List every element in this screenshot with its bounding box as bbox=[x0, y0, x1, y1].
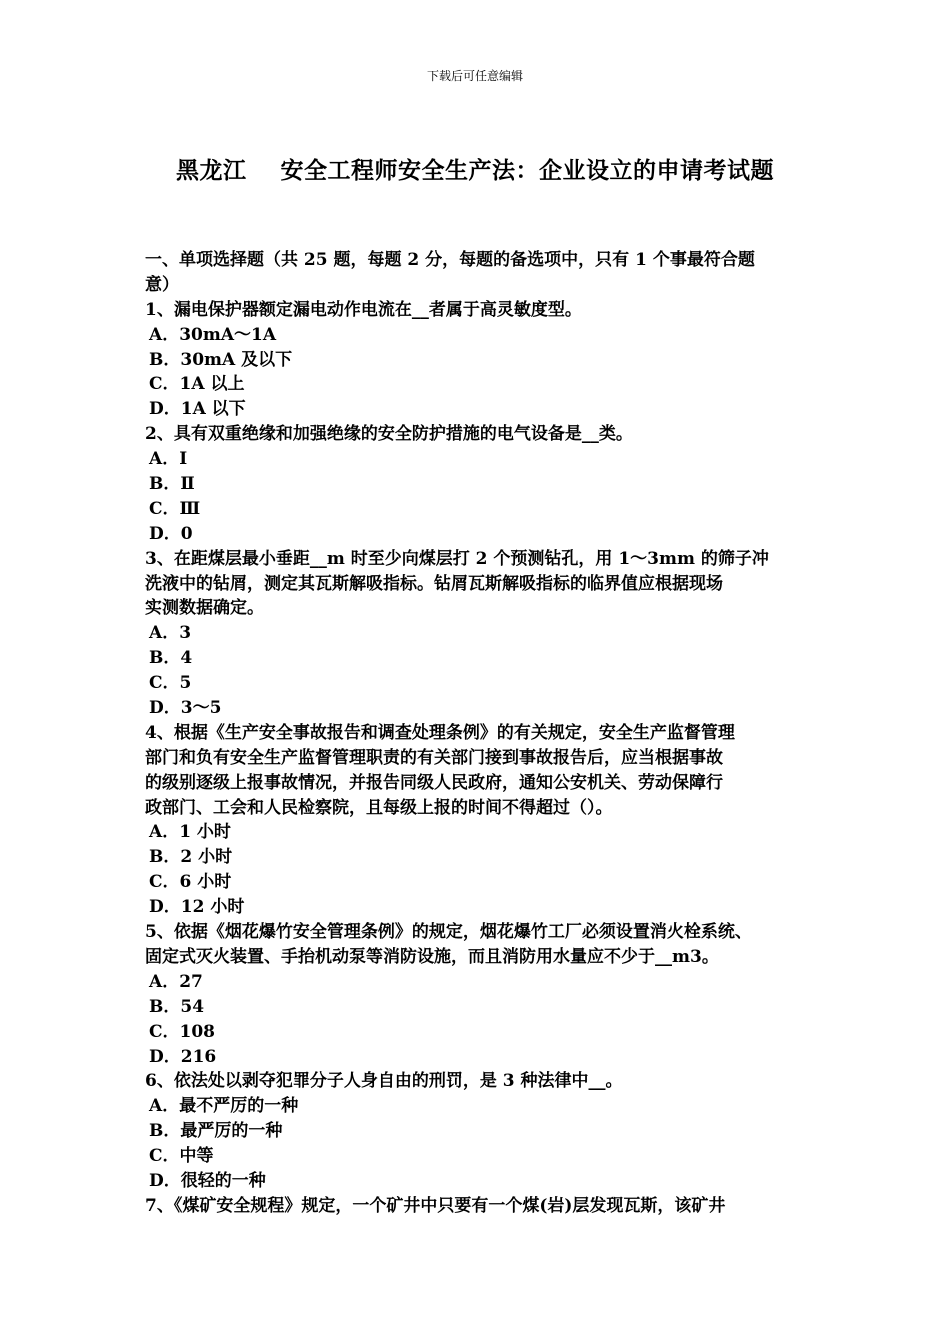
section-heading-line: 意） bbox=[145, 274, 179, 295]
option-d: D．1A 以下 bbox=[149, 399, 246, 420]
question-text: 1、漏电保护器额定漏电动作电流在__者属于高灵敏度型。 bbox=[145, 299, 582, 320]
option-c: C．Ⅲ bbox=[149, 498, 201, 519]
question-text: 4、根据《生产安全事故报告和调查处理条例》的有关规定，安全生产监督管理 bbox=[145, 722, 735, 743]
question-text: 7、《煤矿安全规程》规定，一个矿井中只要有一个煤(岩)层发现瓦斯，该矿井 bbox=[145, 1195, 726, 1216]
option-a: A．最不严厉的一种 bbox=[149, 1096, 299, 1117]
option-b: B．2 小时 bbox=[149, 847, 233, 868]
section-heading-line: 一、单项选择题（共 25 题，每题 2 分，每题的备选项中，只有 1 个事最符合题 bbox=[145, 250, 755, 270]
question-text: 实测数据确定。 bbox=[145, 598, 264, 619]
option-d: D．216 bbox=[149, 1046, 217, 1067]
option-b: B．最严厉的一种 bbox=[149, 1121, 283, 1142]
exam-content bbox=[145, 248, 813, 1219]
question-2 bbox=[145, 422, 813, 546]
question-text: 固定式灭火装置、手抬机动泵等消防设施，而且消防用水量应不少于__m3。 bbox=[145, 946, 719, 967]
option-a: A．1 小时 bbox=[149, 822, 231, 843]
question-3 bbox=[145, 547, 813, 721]
option-a: A．27 bbox=[149, 971, 203, 992]
option-c: C．5 bbox=[149, 673, 192, 694]
question-1 bbox=[145, 298, 813, 422]
option-d: D．0 bbox=[149, 523, 193, 544]
option-a: A．30mA～1A bbox=[149, 324, 277, 345]
option-c: C．6 小时 bbox=[149, 872, 232, 893]
option-d: D．12 小时 bbox=[149, 897, 245, 918]
question-text: 2、具有双重绝缘和加强绝缘的安全防护措施的电气设备是__类。 bbox=[145, 424, 633, 445]
question-text: 3、在距煤层最小垂距__m 时至少向煤层打 2 个预测钻孔，用 1～3mm 的筛子冲 bbox=[145, 548, 769, 569]
question-5 bbox=[145, 920, 813, 1069]
question-4 bbox=[145, 721, 813, 920]
header-note: 下载后可任意编辑 bbox=[426, 69, 523, 83]
question-text: 6、依法处以剥夺犯罪分子人身自由的刑罚，是 3 种法律中__。 bbox=[145, 1071, 623, 1092]
question-text: 部门和负有安全生产监督管理职责的有关部门接到事故报告后，应当根据事故 bbox=[145, 747, 723, 768]
question-6 bbox=[145, 1069, 813, 1193]
question-text: 洗液中的钻屑，测定其瓦斯解吸指标。钻屑瓦斯解吸指标的临界值应根据现场 bbox=[145, 573, 723, 594]
question-7 bbox=[145, 1194, 813, 1219]
question-text: 5、依据《烟花爆竹安全管理条例》的规定，烟花爆竹工厂必须设置消火栓系统、 bbox=[145, 922, 752, 943]
option-b: B．54 bbox=[149, 996, 205, 1017]
option-a: A．3 bbox=[149, 623, 192, 644]
option-b: B．4 bbox=[149, 648, 193, 669]
option-b: B．Ⅱ bbox=[149, 474, 195, 495]
option-c: C．中等 bbox=[149, 1146, 214, 1167]
option-c: C．1A 以上 bbox=[149, 374, 245, 395]
option-b: B．30mA 及以下 bbox=[149, 349, 293, 370]
option-c: C．108 bbox=[149, 1021, 216, 1042]
section-heading bbox=[145, 248, 813, 298]
question-text: 的级别逐级上报事故情况，并报告同级人民政府，通知公安机关、劳动保障行 bbox=[145, 772, 723, 793]
option-d: D．3～5 bbox=[149, 698, 222, 719]
option-a: A．Ⅰ bbox=[149, 449, 188, 470]
document-title: 黑龙江 安全工程师安全生产法：企业设立的申请考试题 bbox=[175, 157, 775, 184]
question-text: 政部门、工会和人民检察院，且每级上报的时间不得超过（）。 bbox=[145, 797, 613, 818]
option-d: D．很轻的一种 bbox=[149, 1170, 266, 1191]
